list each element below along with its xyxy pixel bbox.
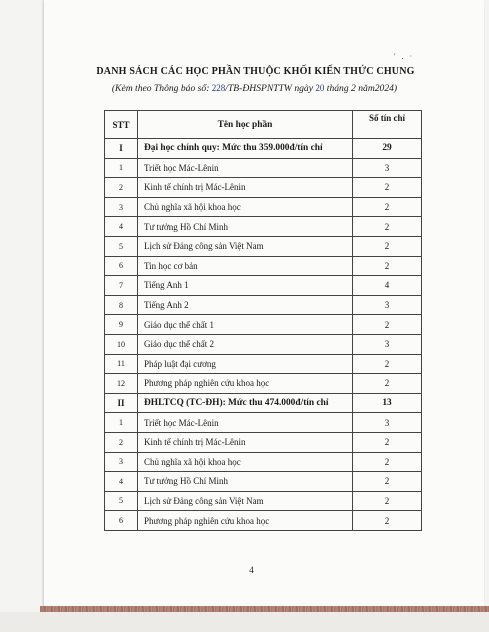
table-row <box>105 236 422 256</box>
cell-course-name: Pháp luật đại cương <box>138 354 353 374</box>
cell-credits: 2 <box>353 432 422 452</box>
cell-stt: 4 <box>105 217 138 237</box>
subtitle-mid: /TB-ĐHSPNTTW ngày <box>225 83 316 94</box>
header-course-name: Tên học phần <box>138 111 353 139</box>
background-surface <box>0 612 489 632</box>
cell-credits: 2 <box>353 217 422 237</box>
cell-credits: 2 <box>353 178 422 198</box>
subtitle-after: tháng 2 năm2024) <box>324 83 398 94</box>
cell-credits: 2 <box>353 256 422 276</box>
cell-course-name: Phương pháp nghiên cứu khoa học <box>138 374 353 394</box>
table-group-row <box>105 393 422 413</box>
corner-marks: ' . · <box>394 52 415 61</box>
cell-credits: 13 <box>353 393 422 413</box>
cell-stt: I <box>105 139 138 159</box>
cell-course-name: Chủ nghĩa xã hội khoa học <box>138 197 353 217</box>
table-row <box>105 432 422 452</box>
table-row <box>105 197 422 217</box>
table-row <box>105 276 422 296</box>
cell-credits: 2 <box>353 374 422 394</box>
subtitle-number: 228 <box>211 83 226 93</box>
table-row <box>105 354 422 374</box>
cell-credits: 2 <box>353 197 422 217</box>
cell-stt: 11 <box>105 354 138 374</box>
table-row <box>105 472 422 492</box>
cell-credits: 2 <box>353 315 422 335</box>
cell-stt: 9 <box>105 315 138 335</box>
cell-credits: 3 <box>353 413 422 433</box>
cell-course-name: Tiếng Anh 1 <box>138 276 353 296</box>
cell-stt: 10 <box>105 334 138 354</box>
cell-course-name: Kinh tế chính trị Mác-Lênin <box>138 432 353 452</box>
cell-credits: 2 <box>353 236 422 256</box>
subtitle-before: (Kèm theo Thông báo số: <box>111 83 212 94</box>
table-row <box>105 491 422 511</box>
cell-stt: 5 <box>105 491 138 511</box>
table-header-row <box>105 111 422 139</box>
cell-course-name: Đại học chính quy: Mức thu 359.000đ/tín chỉ <box>138 139 353 159</box>
cell-stt: 2 <box>105 432 138 452</box>
cell-course-name: ĐHLTCQ (TC-ĐH): Mức thu 474.000đ/tín chỉ <box>138 393 353 413</box>
cell-stt: 2 <box>105 178 138 198</box>
cell-stt: 8 <box>105 295 138 315</box>
table-group-row <box>105 139 422 159</box>
document-title: DANH SÁCH CÁC HỌC PHẦN THUỘC KHỐI KIẾN THỨC CHUNG <box>96 66 415 77</box>
table-row <box>105 178 422 198</box>
document-subtitle <box>0 83 489 94</box>
cell-course-name: Tư tưởng Hồ Chí Minh <box>138 472 353 492</box>
cell-credits: 2 <box>353 354 422 374</box>
page-number: 4 <box>249 565 254 575</box>
cell-course-name: Kinh tế chính trị Mác-Lênin <box>138 178 353 198</box>
cell-course-name: Triết học Mác-Lênin <box>138 158 353 178</box>
cell-stt: 3 <box>105 452 138 472</box>
course-table <box>104 110 422 531</box>
table-row <box>105 413 422 433</box>
cell-course-name: Giáo dục thể chất 1 <box>138 315 353 335</box>
cell-credits: 2 <box>353 452 422 472</box>
header-stt: STT <box>105 111 138 139</box>
cell-course-name: Lịch sử Đảng công sản Việt Nam <box>138 236 353 256</box>
header-credits: Số tín chỉ <box>353 111 422 139</box>
cell-stt: 1 <box>105 158 138 178</box>
cell-course-name: Giáo dục thể chất 2 <box>138 334 353 354</box>
cell-stt: 1 <box>105 413 138 433</box>
cell-credits: 29 <box>353 139 422 159</box>
table-row <box>105 511 422 531</box>
cell-course-name: Tư tưởng Hồ Chí Minh <box>138 217 353 237</box>
cell-stt: 6 <box>105 256 138 276</box>
table-row <box>105 452 422 472</box>
cell-course-name: Chủ nghĩa xã hội khoa học <box>138 452 353 472</box>
cell-stt: 4 <box>105 472 138 492</box>
subtitle-day: 20 <box>315 83 325 93</box>
cell-stt: 3 <box>105 197 138 217</box>
table-body <box>105 139 422 531</box>
cell-course-name: Triết học Mác-Lênin <box>138 413 353 433</box>
cell-credits: 3 <box>353 334 422 354</box>
cell-credits: 4 <box>353 276 422 296</box>
cell-stt: II <box>105 393 138 413</box>
table-row <box>105 315 422 335</box>
cell-credits: 2 <box>353 511 422 531</box>
cell-stt: 6 <box>105 511 138 531</box>
cell-course-name: Lịch sử Đảng công sản Việt Nam <box>138 491 353 511</box>
cell-credits: 2 <box>353 491 422 511</box>
cell-stt: 5 <box>105 236 138 256</box>
cell-credits: 2 <box>353 472 422 492</box>
table-row <box>105 295 422 315</box>
cell-course-name: Tiếng Anh 2 <box>138 295 353 315</box>
table-row <box>105 334 422 354</box>
cell-stt: 12 <box>105 374 138 394</box>
table-row <box>105 374 422 394</box>
cell-credits: 3 <box>353 295 422 315</box>
cell-stt: 7 <box>105 276 138 296</box>
cell-course-name: Phương pháp nghiên cứu khoa học <box>138 511 353 531</box>
table-row <box>105 217 422 237</box>
table-row <box>105 158 422 178</box>
cell-course-name: Tin học cơ bản <box>138 256 353 276</box>
table-row <box>105 256 422 276</box>
cell-credits: 3 <box>353 158 422 178</box>
